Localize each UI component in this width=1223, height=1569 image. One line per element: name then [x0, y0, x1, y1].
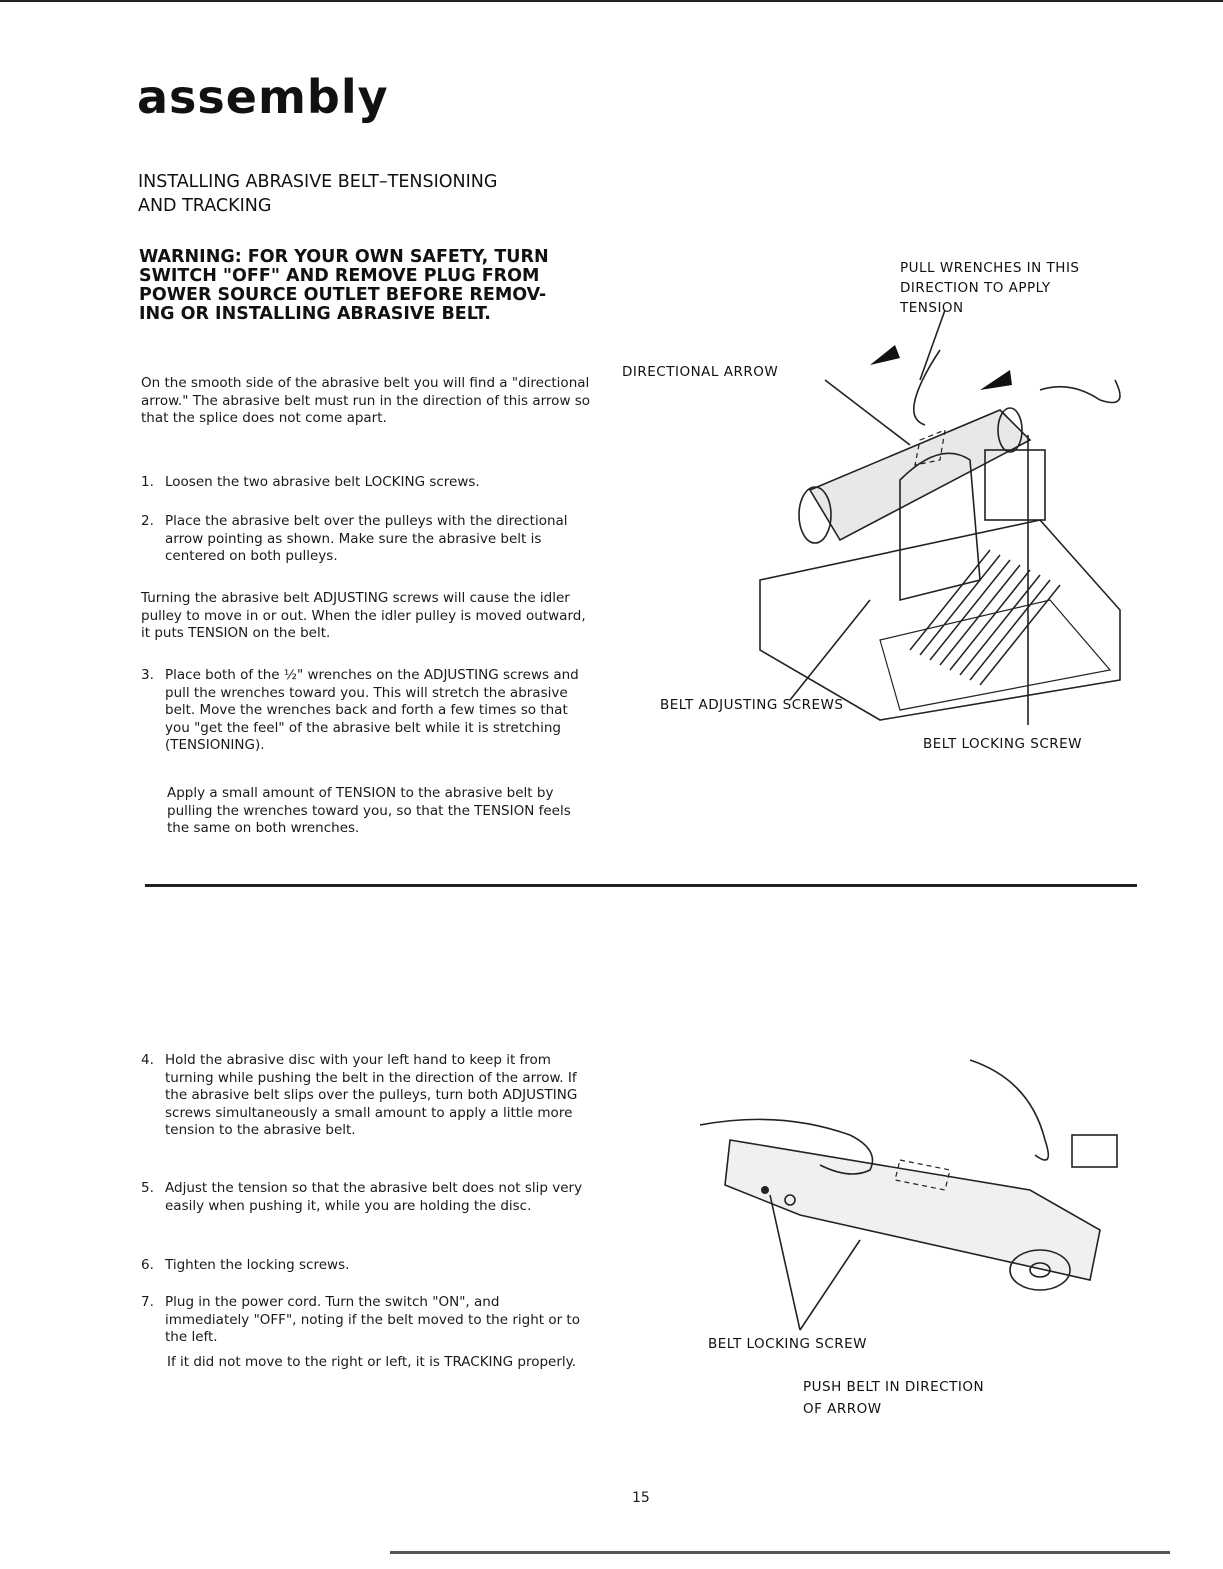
step-number: 7.: [141, 1294, 154, 1310]
right-hand-outline: [1040, 380, 1120, 403]
step-text: Place both of the ½" wrenches on the ADJUSTING screws and pull the wrenches toward you. This will stretch the abrasive belt. Move the wrenches back and forth a few times so that you "get the feel" of the abrasive belt while it is stretching (TENSIONING).: [165, 667, 579, 753]
push-label-line-1: PUSH BELT IN DIRECTION: [803, 1379, 985, 1395]
step-text: Place the abrasive belt over the pulleys with the directional arrow pointing as shown. Make sure the abrasive belt is centered on both pulleys.: [165, 513, 568, 564]
directional-arrow-leader: [825, 380, 910, 445]
sander-base: [760, 520, 1120, 720]
page-title: assembly: [137, 70, 389, 124]
step-text: Tighten the locking screws.: [165, 1257, 350, 1273]
safety-warning: [139, 248, 549, 324]
top-border-line: [0, 0, 1223, 2]
step-3: [141, 667, 593, 755]
section-heading: [138, 170, 497, 218]
locking-screw-leader: [770, 1195, 800, 1330]
other-hand-outline: [970, 1060, 1048, 1160]
warning-line-1: WARNING: FOR YOUR OWN SAFETY, TURN: [139, 247, 549, 267]
step-2: [141, 513, 593, 566]
push-label-line-2: OF ARROW: [803, 1401, 882, 1417]
step-number: 5.: [141, 1180, 154, 1196]
step-text: Loosen the two abrasive belt LOCKING screws.: [165, 474, 480, 490]
apply-tension-paragraph: Apply a small amount of TENSION to the abrasive belt by pulling the wrenches toward you, so that the TENSION feels the same on both wrenches.: [167, 785, 571, 836]
section-heading-line-1: INSTALLING ABRASIVE BELT–TENSIONING: [138, 172, 498, 192]
switch-box: [1072, 1135, 1117, 1167]
step-text: Adjust the tension so that the abrasive belt does not slip very easily when pushing it, while you are holding the disc.: [165, 1180, 583, 1214]
turning-paragraph: Turning the abrasive belt ADJUSTING screws will cause the idler pulley to move in or out. When the idler pulley is moved outward, it puts TENSION on the belt.: [141, 590, 586, 641]
sander-table: [880, 600, 1110, 710]
step-4: [141, 1052, 593, 1140]
pull-wrenches-label: [900, 258, 1080, 318]
belt-sander-illustration: [600, 250, 1160, 770]
table-slots: [910, 550, 1060, 685]
directional-arrow-label: DIRECTIONAL ARROW: [622, 364, 779, 380]
warning-line-4: ING OR INSTALLING ABRASIVE BELT.: [139, 304, 491, 324]
belt-locking-screw-label: BELT LOCKING SCREW: [923, 736, 1083, 752]
pull-arrow-icon: [980, 370, 1012, 390]
push-belt-label: [803, 1376, 984, 1420]
step-1: [141, 474, 593, 492]
step-6: [141, 1257, 593, 1275]
warning-line-3: POWER SOURCE OUTLET BEFORE REMOV-: [139, 285, 547, 305]
step-text: Hold the abrasive disc with your left hand to keep it from turning while pushing the belt in the direction of the arrow. If the abrasive belt slips over the pulleys, turn both ADJUSTING screws simultaneously a small amount to apply a little more tension to the abrasive belt.: [165, 1052, 578, 1138]
step-number: 6.: [141, 1257, 154, 1273]
belt-adjusting-screws-label: BELT ADJUSTING SCREWS: [660, 697, 844, 713]
pull-label-line-3: TENSION: [900, 300, 964, 316]
pull-wrenches-leader: [920, 310, 945, 380]
warning-line-2: SWITCH "OFF" AND REMOVE PLUG FROM: [139, 266, 540, 286]
belt-locking-screw-label-2: BELT LOCKING SCREW: [708, 1336, 868, 1352]
pull-label-line-2: DIRECTION TO APPLY: [900, 280, 1051, 296]
pull-arrow-icon: [870, 345, 900, 365]
step-number: 2.: [141, 513, 154, 529]
belt-body: [725, 1140, 1100, 1280]
motor-housing: [985, 450, 1045, 520]
tracking-paragraph: If it did not move to the right or left, it is TRACKING properly.: [167, 1354, 577, 1370]
pull-label-line-1: PULL WRENCHES IN THIS: [900, 260, 1080, 276]
step-text: Plug in the power cord. Turn the switch "ON", and immediately "OFF", noting if the belt moved to the right or to the left.: [165, 1294, 580, 1345]
step-5: [141, 1180, 593, 1215]
step-7: [141, 1294, 593, 1347]
section-divider: [145, 884, 1137, 887]
step-number: 4.: [141, 1052, 154, 1068]
bottom-scan-line: [390, 1551, 1170, 1554]
section-heading-line-2: AND TRACKING: [138, 196, 272, 216]
adjusting-screws-leader: [790, 600, 870, 700]
step-number: 3.: [141, 667, 154, 683]
page-number: 15: [632, 1490, 650, 1506]
locking-screw-leader-2: [800, 1240, 860, 1330]
push-belt-illustration: [700, 1040, 1160, 1340]
step-number: 1.: [141, 474, 154, 490]
intro-paragraph: On the smooth side of the abrasive belt you will find a "directional arrow." The abrasive belt must run in the direction of this arrow so that the splice does not come apart.: [141, 375, 591, 426]
locking-screw-icon: [761, 1186, 769, 1194]
